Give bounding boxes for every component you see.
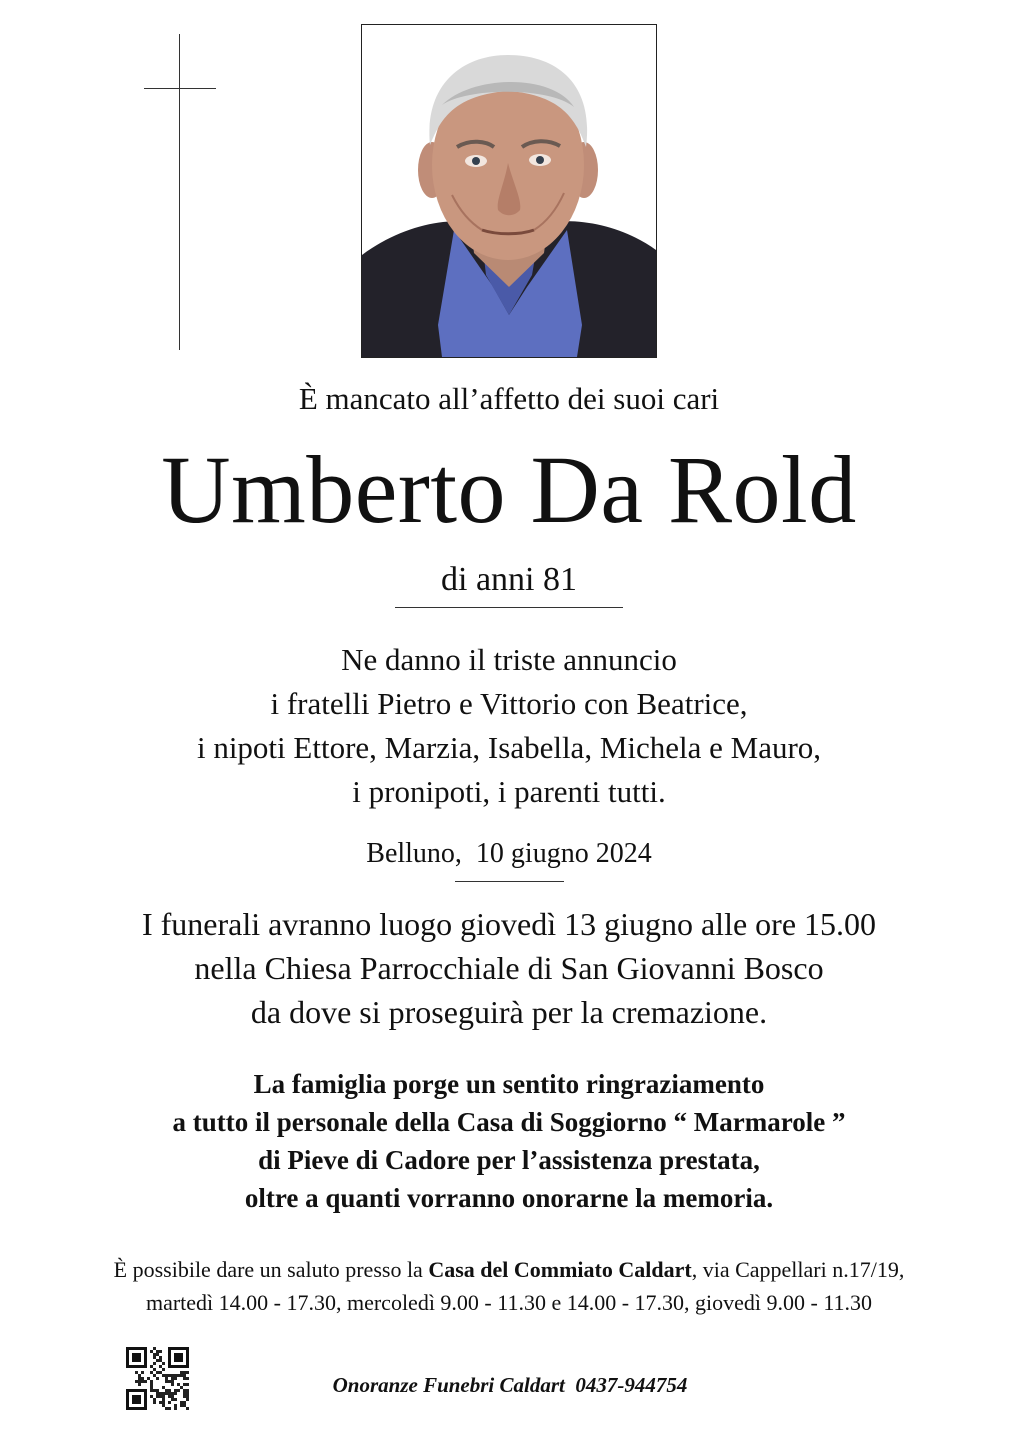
portrait-photo (361, 24, 657, 358)
announcement-block (0, 638, 1018, 814)
intro-text: È mancato all’affetto dei suoi cari (298, 381, 720, 416)
visit-info (0, 1253, 1018, 1319)
funeral-line: da dove si proseguirà per la cremazione. (250, 994, 768, 1030)
thanks-line: a tutto il personale della Casa di Soggiorno “ Marmarole ” (172, 1107, 846, 1137)
cross-vertical (179, 34, 180, 350)
thanks-line: di Pieve di Cadore per l’assistenza prestata, (258, 1145, 760, 1175)
funeral-line: I funerali avranno luogo giovedì 13 giugno alle ore 15.00 (141, 906, 877, 942)
visit-hours: martedì 14.00 - 17.30, mercoledì 9.00 - 11.30 e 14.00 - 17.30, giovedì 9.00 - 11.30 (145, 1290, 873, 1315)
thanks-block (0, 1065, 1018, 1217)
cross-horizontal (144, 88, 216, 89)
deceased-name: Umberto Da Rold (161, 436, 857, 543)
visit-line (0, 1253, 1018, 1286)
qr-code-icon[interactable] (126, 1347, 189, 1410)
visit-place: Casa del Commiato Caldart (428, 1257, 692, 1282)
funeral-info (0, 902, 1018, 1034)
visit-text: È possibile dare un saluto presso la (113, 1257, 429, 1282)
announcement-line: i nipoti Ettore, Marzia, Isabella, Michela e Mauro, (196, 730, 822, 765)
place-date-text: Belluno, 10 giugno 2024 (366, 838, 652, 869)
thanks-line: oltre a quanti vorranno onorarne la memoria. (244, 1183, 774, 1213)
thanks-line: La famiglia porge un sentito ringraziamento (253, 1069, 765, 1099)
divider-line (395, 607, 623, 608)
announcement-line: i fratelli Pietro e Vittorio con Beatrice, (270, 686, 748, 721)
funeral-line: nella Chiesa Parrocchiale di San Giovanni Bosco (194, 950, 824, 986)
visit-address: , via Cappellari n.17/19, (691, 1257, 905, 1282)
age-text: di anni 81 (441, 561, 577, 598)
funeral-home-contact: Onoranze Funebri Caldart 0437-944754 (332, 1373, 688, 1397)
announcement-line: Ne danno il triste annuncio (341, 642, 677, 677)
place-date (0, 838, 1018, 870)
divider-line (455, 881, 564, 882)
announcement-line: i pronipoti, i parenti tutti. (352, 774, 666, 809)
